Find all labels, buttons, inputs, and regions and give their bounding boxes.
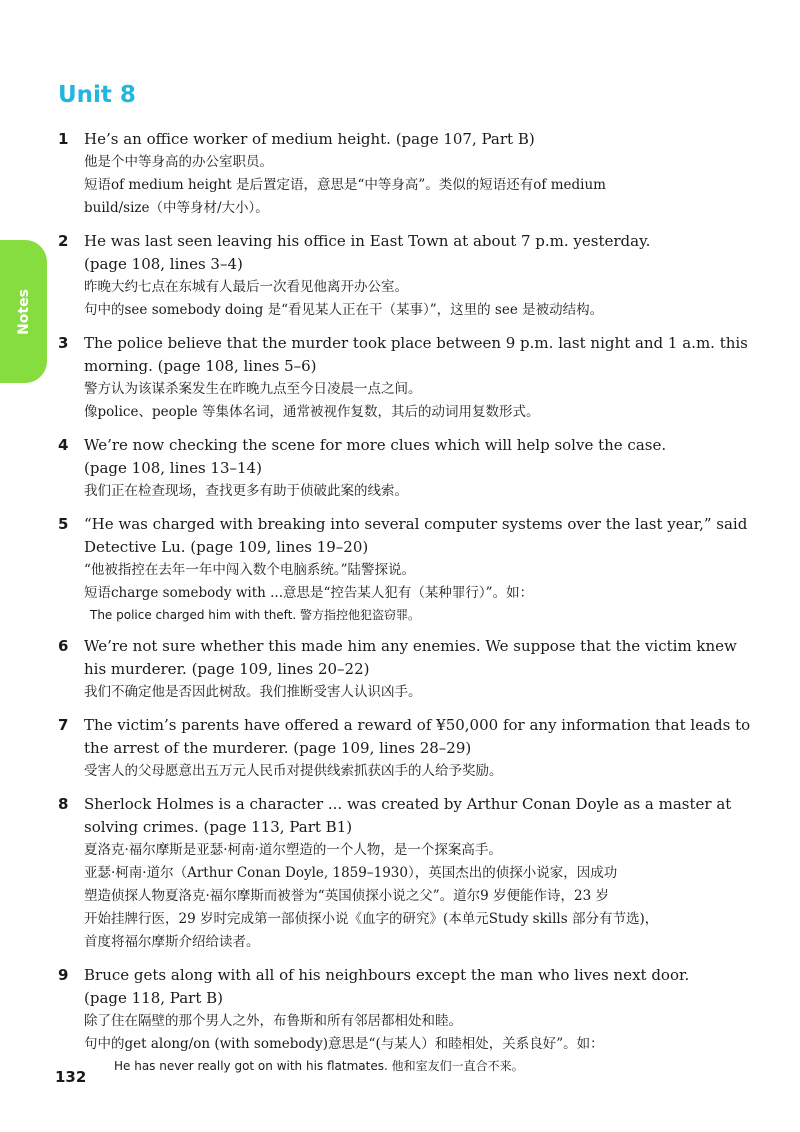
note-number: 1 (58, 130, 69, 148)
chinese-explanation: 短语of medium height 是后置定语，意思是“中等身高”。类似的短语还有of medium (84, 177, 606, 193)
chinese-explanation: 受害人的父母愿意出五万元人民币对提供线索抓获凶手的人给予奖励。 (84, 763, 503, 779)
note-body (84, 434, 758, 503)
chinese-explanation: 昨晚大约七点在东城有人最后一次看见他离开办公室。 (84, 279, 408, 295)
chinese-explanation: build/size（中等身材/大小）。 (84, 200, 269, 216)
english-sentence: We’re now checking the scene for more clues which will help solve the case. (84, 436, 667, 454)
english-sentence: “He was charged with breaking into several computer systems over the last year,” said (84, 515, 748, 533)
chinese-explanation: 我们正在检查现场，查找更多有助于侦破此案的线索。 (84, 483, 408, 499)
english-sentence: Sherlock Holmes is a character ... was created by Arthur Conan Doyle as a master at (84, 795, 732, 813)
note-item (58, 714, 758, 783)
chinese-explanation: 夏洛克·福尔摩斯是亚瑟·柯南·道尔塑造的一个人物，是一个探案高手。 (84, 842, 502, 858)
note-number: 5 (58, 515, 69, 533)
english-sentence: his murderer. (page 109, lines 20–22) (84, 660, 370, 678)
chinese-explanation: 短语charge somebody with ...意思是“控告某人犯有（某种罪行）”。如： (84, 585, 534, 601)
example-sentence: He has never really got on with his flatmates. 他和室友们一直合不来。 (114, 1059, 524, 1073)
note-body (84, 513, 758, 625)
chinese-explanation: 警方认为该谋杀案发生在昨晚九点至今日凌晨一点之间。 (84, 381, 422, 397)
note-item (58, 635, 758, 704)
chinese-explanation: 句中的see somebody doing 是“看见某人正在干（某事）”，这里的 see 是被动结构。 (84, 302, 604, 318)
note-number: 3 (58, 334, 69, 352)
page-number: 132 (55, 1068, 87, 1086)
chinese-explanation: 像police、people 等集体名词，通常被视作复数，其后的动词用复数形式。 (84, 404, 540, 420)
notes-side-tab (0, 240, 47, 383)
note-body (84, 964, 758, 1076)
chinese-explanation: 他是个中等身高的办公室职员。 (84, 154, 273, 170)
english-sentence: the arrest of the murderer. (page 109, lines 28–29) (84, 739, 472, 757)
english-sentence: We’re not sure whether this made him any enemies. We suppose that the victim knew (84, 637, 737, 655)
chinese-explanation: 我们不确定他是否因此树敌。我们推断受害人认识凶手。 (84, 684, 422, 700)
notes-tab-label: Notes (15, 288, 32, 335)
note-number: 9 (58, 966, 69, 984)
english-sentence: The victim’s parents have offered a reward of ¥50,000 for any information that leads to (84, 716, 751, 734)
english-sentence: morning. (page 108, lines 5–6) (84, 357, 317, 375)
english-sentence: He’s an office worker of medium height. (page 107, Part B) (84, 130, 535, 148)
english-sentence: Bruce gets along with all of his neighbours except the man who lives next door. (84, 966, 690, 984)
note-item (58, 434, 758, 503)
note-body (84, 714, 758, 783)
english-sentence: (page 108, lines 3–4) (84, 255, 243, 273)
chinese-explanation: “他被指控在去年一年中闯入数个电脑系统。”陆警探说。 (84, 562, 416, 578)
note-number: 8 (58, 795, 69, 813)
note-body (84, 332, 758, 424)
note-number: 4 (58, 436, 69, 454)
note-item (58, 964, 758, 1076)
note-item (58, 332, 758, 424)
note-body (84, 635, 758, 704)
english-sentence: The police believe that the murder took place between 9 p.m. last night and 1 a.m. this (84, 334, 748, 352)
note-item (58, 230, 758, 322)
note-body (84, 128, 758, 220)
chinese-explanation: 句中的get along/on (with somebody)意思是“(与某人）和睦相处，关系良好”。如： (84, 1036, 604, 1052)
note-item (58, 513, 758, 625)
note-number: 2 (58, 232, 69, 250)
note-item (58, 128, 758, 220)
note-body (84, 793, 758, 954)
example-sentence: The police charged him with theft. 警方指控他犯盗窃罪。 (90, 608, 421, 622)
english-sentence: Detective Lu. (page 109, lines 19–20) (84, 538, 369, 556)
note-number: 7 (58, 716, 69, 734)
english-sentence: solving crimes. (page 113, Part B1) (84, 818, 353, 836)
chinese-explanation: 开始挂牌行医，29 岁时完成第一部侦探小说《血字的研究》(本单元Study skills 部分有节选)， (84, 911, 659, 927)
english-sentence: He was last seen leaving his office in East Town at about 7 p.m. yesterday. (84, 232, 651, 250)
notes-list (58, 128, 758, 1086)
note-body (84, 230, 758, 322)
unit-title: Unit 8 (58, 82, 136, 108)
chinese-explanation: 塑造侦探人物夏洛克·福尔摩斯而被誉为“英国侦探小说之父”。道尔9 岁便能作诗，23 岁 (84, 888, 609, 904)
chinese-explanation: 首度将福尔摩斯介绍给读者。 (84, 934, 260, 950)
chinese-explanation: 亚瑟·柯南·道尔（Arthur Conan Doyle, 1859–1930），英国杰出的侦探小说家，因成功 (84, 865, 618, 881)
note-item (58, 793, 758, 954)
note-number: 6 (58, 637, 69, 655)
english-sentence: (page 118, Part B) (84, 989, 224, 1007)
chinese-explanation: 除了住在隔壁的那个男人之外，布鲁斯和所有邻居都相处和睦。 (84, 1013, 462, 1029)
english-sentence: (page 108, lines 13–14) (84, 459, 262, 477)
